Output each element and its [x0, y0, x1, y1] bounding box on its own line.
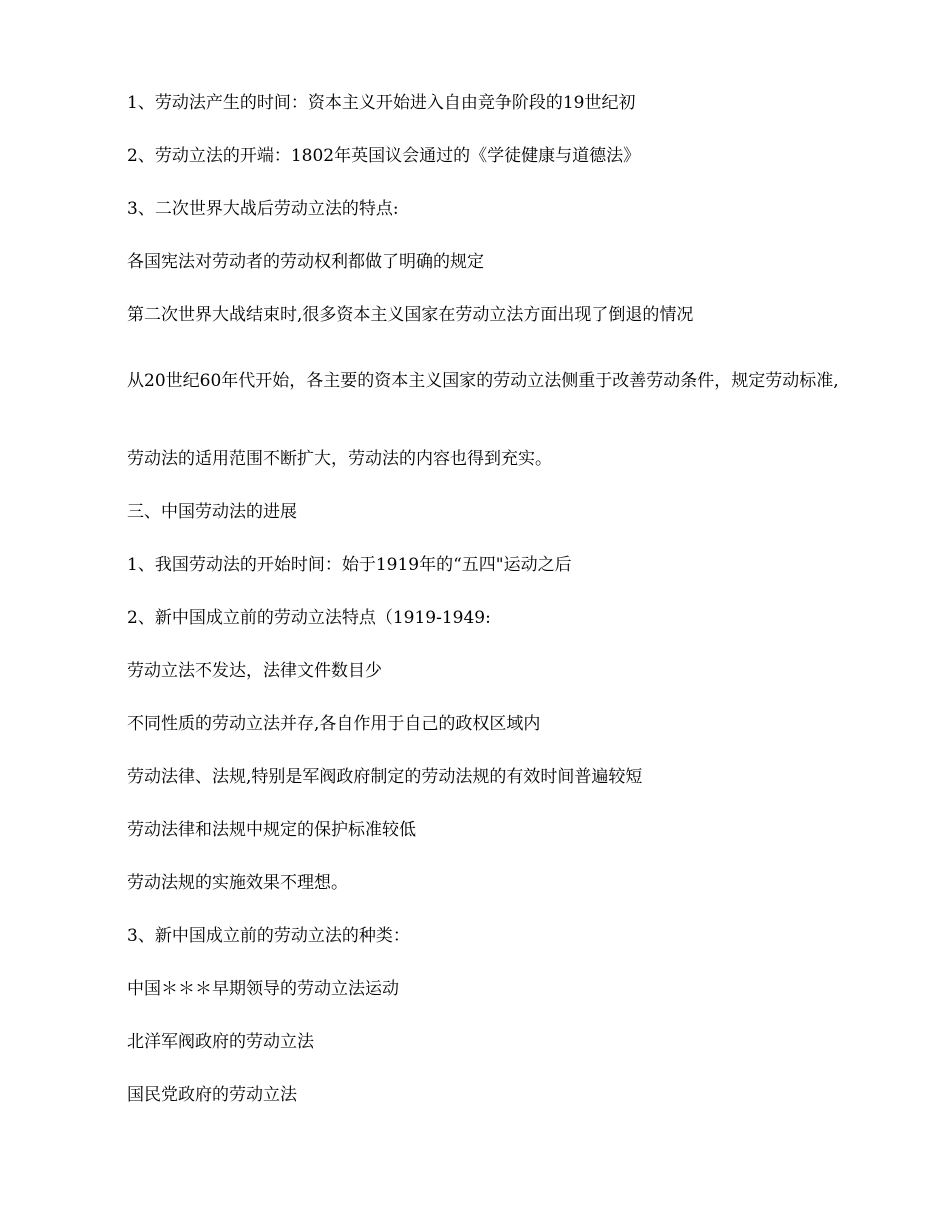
paragraph-16: 3、新中国成立前的劳动立法的种类：: [127, 926, 410, 946]
paragraph-5: 第二次世界大战结束时,很多资本主义国家在劳动立法方面出现了倒退的情况: [127, 305, 694, 325]
paragraph-17: 中国＊＊＊早期领导的劳动立法运动: [127, 979, 399, 999]
paragraph-12: 不同性质的劳动立法并存,各自作用于自己的政权区域内: [127, 714, 541, 734]
paragraph-4: 各国宪法对劳动者的劳动权利都做了明确的规定: [127, 252, 484, 272]
paragraph-18: 北洋军阀政府的劳动立法: [127, 1032, 314, 1052]
paragraph-3: 3、二次世界大战后劳动立法的特点:: [127, 199, 399, 219]
paragraph-13: 劳动法律、法规,特别是军阀政府制定的劳动法规的有效时间普遍较短: [127, 767, 643, 787]
paragraph-11: 劳动立法不发达，法律文件数目少: [127, 661, 382, 681]
paragraph-15: 劳动法规的实施效果不理想。: [127, 873, 348, 893]
section-heading: 三、中国劳动法的进展: [127, 502, 297, 522]
paragraph-10: 2、新中国成立前的劳动立法特点（1919-1949:: [127, 608, 491, 628]
paragraph-2: 2、劳动立法的开端：1802年英国议会通过的《学徒健康与道德法》: [127, 146, 641, 166]
paragraph-19: 国民党政府的劳动立法: [127, 1085, 297, 1105]
paragraph-7: 劳动法的适用范围不断扩大，劳动法的内容也得到充实。: [127, 449, 552, 469]
paragraph-1: 1、劳动法产生的时间：资本主义开始进入自由竞争阶段的19世纪初: [127, 93, 636, 113]
paragraph-6: 从20世纪60年代开始，各主要的资本主义国家的劳动立法侧重于改善劳动条件，规定劳动标准,: [127, 371, 839, 391]
paragraph-9: 1、我国劳动法的开始时间：始于1919年的“五四"运动之后: [127, 555, 572, 575]
paragraph-14: 劳动法律和法规中规定的保护标准较低: [127, 820, 416, 840]
